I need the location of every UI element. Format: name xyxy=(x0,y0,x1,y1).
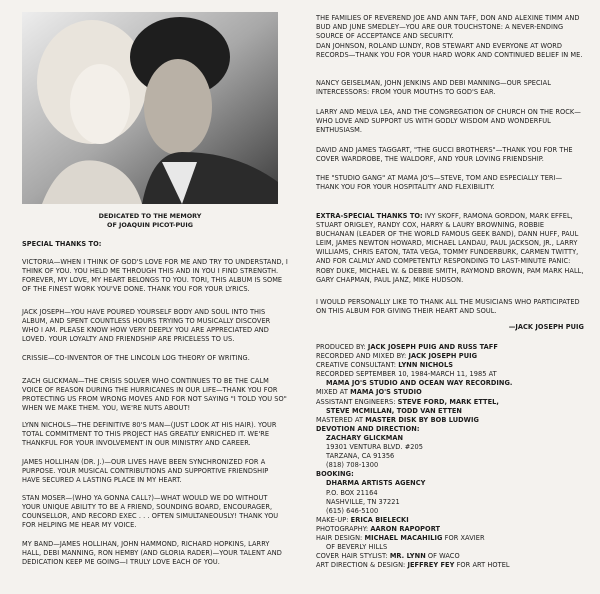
credit-photography-value: AARON RAPOPORT xyxy=(370,524,441,533)
thanks-david: DAVID AND JAMES TAGGART, "THE GUCCI BROTHERS"—THANK YOU FOR THE COVER WARDROBE, THE WALDORF, AND YOUR LOVING FRIENDSHIP. xyxy=(316,146,573,164)
credit-art xyxy=(316,561,584,570)
credit-dates-value: MAMA JO'S STUDIO AND OCEAN WAY RECORDING. xyxy=(326,379,513,388)
couple-photo xyxy=(22,12,278,204)
credit-produced-label: PRODUCED BY: xyxy=(316,343,366,351)
credit-cover-hair-suffix: OF WACO xyxy=(427,552,460,561)
credit-devotion-addr-1: 19301 VENTURA BLVD. #205 xyxy=(326,443,424,452)
thanks-band: MY BAND—JAMES HOLLIHAN, JOHN HAMMOND, RICHARD HOPKINS, LARRY HALL, DEBI MANNING, RON HEMBY (AND GLORIA RADER)—YOUR TALENT AND DEDICATION KEEP ME GOING—I TRULY LOVE EACH OF YOU. xyxy=(22,540,282,567)
credit-mastered xyxy=(316,416,584,425)
extra-special-thanks xyxy=(316,212,584,285)
thanks-lynn: LYNN NICHOLS—THE DEFINITIVE 80'S MAN—(JUST LOOK AT HIS HAIR). YOUR TOTAL COMMITMENT TO THIS PROJECT HAS GREATLY ENRICHED IT. WE'RE THANKFUL FOR YOUR INVOLVEMENT IN OUR MINISTRY AND CAREER. xyxy=(22,421,277,448)
credit-art-value: JEFFREY FEY xyxy=(407,561,455,570)
credit-mastered-value: MASTER DISK BY BOB LUDWIG xyxy=(365,415,479,424)
thanks-studio: THE "STUDIO GANG" AT MAMA JO'S—STEVE, TOM AND ESPECIALLY TERI—THANK YOU FOR YOUR HOSPITALITY AND FLEXIBILITY. xyxy=(316,174,563,192)
thanks-nancy: NANCY GEISELMAN, JOHN JENKINS AND DEBI MANNING—OUR SPECIAL INTERCESSORS: FROM YOUR MOUTHS TO GOD'S EAR. xyxy=(316,79,551,97)
thanks-larry: LARRY AND MELVA LEA, AND THE CONGREGATION OF CHURCH ON THE ROCK—WHO LOVE AND SUPPORT US WITH GODLY WISDOM AND WONDERFUL ENTHUSIASM. xyxy=(316,108,581,135)
credit-mastered-label: MASTERED AT xyxy=(316,415,364,424)
credit-photography-label: PHOTOGRAPHY: xyxy=(316,524,369,533)
credit-mixed xyxy=(316,388,584,397)
credit-makeup-label: MAKE-UP: xyxy=(316,515,349,524)
thanks-families: THE FAMILIES OF REVEREND JOE AND ANN TAFF, DON AND ALEXINE TIMM AND BUD AND JUNE SMEDLEY—YOU ARE OUR TOUCHSTONE: A NEVER-ENDING SOURCE OF ACCEPTANCE AND SECURITY. xyxy=(316,14,580,41)
credit-makeup-value: ERICA BIELECKI xyxy=(350,515,409,524)
credit-assistant-value-1: STEVE FORD, MARK ETTEL, xyxy=(397,397,499,406)
thanks-zach: ZACH GLICKMAN—THE CRISIS SOLVER WHO CONTINUES TO BE THE CALM VOICE OF REASON DURING THE HURRICANES IN OUR LIFE—THANK YOU FOR PROTECTING US FROM WRONG MOVES AND FOR NOT SAYING "I TOLD YOU SO" WHEN WE MAKE THEM. YOU, WE'RE NUTS ABOUT! xyxy=(22,377,287,413)
credit-devotion-name: ZACHARY GLICKMAN xyxy=(326,433,404,442)
extra-special-label: EXTRA-SPECIAL THANKS TO: xyxy=(316,212,423,220)
couple-photo-illustration xyxy=(22,12,278,204)
dedication xyxy=(0,212,300,230)
credit-produced xyxy=(316,343,584,352)
credit-creative xyxy=(316,361,584,370)
credits-block xyxy=(316,343,584,570)
credit-creative-value: LYNN NICHOLS xyxy=(398,361,454,370)
credit-mixed-label: MIXED AT xyxy=(316,388,348,397)
credit-booking-name: DHARMA ARTISTS AGENCY xyxy=(326,479,426,488)
dedication-line-1: DEDICATED TO THE MEMORY xyxy=(98,212,202,220)
credit-cover-hair xyxy=(316,552,584,561)
credit-devotion-phone: (818) 708-1300 xyxy=(326,461,379,470)
credit-art-label: ART DIRECTION & DESIGN: xyxy=(316,561,406,570)
credit-recorded-label: RECORDED AND MIXED BY: xyxy=(316,352,407,361)
credit-cover-hair-value: MR. LYNN xyxy=(389,552,426,561)
credit-hair xyxy=(316,534,584,543)
credit-creative-label: CREATIVE CONSULTANT: xyxy=(316,361,397,370)
dedication-line-2: OF JOAQUIN PICOT-PUIG xyxy=(107,221,193,229)
credit-photography xyxy=(316,525,584,534)
credit-assistant xyxy=(316,398,584,407)
credit-dates: RECORDED SEPTEMBER 10, 1984-MARCH 11, 1985 AT xyxy=(316,370,497,379)
special-thanks-heading: SPECIAL THANKS TO: xyxy=(22,240,102,248)
credit-recorded-value: JACK JOSEPH PUIG xyxy=(408,352,478,361)
credit-booking-phone: (615) 646-5100 xyxy=(326,506,379,515)
credit-art-suffix: FOR ART HOTEL xyxy=(456,561,510,570)
thanks-james: JAMES HOLLIHAN (DR. J.)—OUR LIVES HAVE BEEN SYNCHRONIZED FOR A PURPOSE. YOUR MUSICAL CONTRIBUTIONS AND SUPPORTIVE FRIENDSHIP HAVE SECURED A LASTING PLACE IN MY HEART. xyxy=(22,458,269,485)
signature: —JACK JOSEPH PUIG xyxy=(508,323,584,331)
credit-assistant-label: ASSISTANT ENGINEERS: xyxy=(316,397,396,406)
credit-hair-suffix-2: OF BEVERLY HILLS xyxy=(326,543,388,552)
credit-devotion-addr-2: TARZANA, CA 91356 xyxy=(326,452,395,461)
thanks-jack: JACK JOSEPH—YOU HAVE POURED YOURSELF BODY AND SOUL INTO THIS ALBUM, AND SPENT COUNTLESS HOURS TRYING TO MUSICALLY DISCOVER WHO I AM. PLEASE KNOW HOW VERY DEEPLY YOU ARE APPRECIATED AND LOVED. YOUR LOYALTY AND FRIENDSHIP ARE PRICELESS TO US. xyxy=(22,308,271,344)
credit-makeup xyxy=(316,516,584,525)
thanks-stan: STAN MOSER—(WHO YA GONNA CALL?)—WHAT WOULD WE DO WITHOUT YOUR UNIQUE ABILITY TO BE A FRIEND, SOUNDING BOARD, ENCOURAGER, COUNSELLOR, AND RECORD EXEC . . . OFTEN SIMULTANEOUSLY! THANK YOU FOR HELPING ME HEAR MY VOICE. xyxy=(22,494,279,530)
credit-hair-label: HAIR DESIGN: xyxy=(316,533,363,542)
credit-booking-label: BOOKING: xyxy=(316,470,354,479)
thanks-victoria: VICTORIA—WHEN I THINK OF GOD'S LOVE FOR ME AND TRY TO UNDERSTAND, I THINK OF YOU. YOU HELD ME THROUGH THIS AND IN YOU I FIND STRENGTH. FOREVER, MY LOVE, MY HEART BELONGS TO YOU. TORI, THIS ALBUM IS SOME OF THE FINEST WORK YOU'VE DONE. THANK YOU FOR YOUR LYRICS. xyxy=(22,258,288,294)
credit-hair-value: MICHAEL MACAHILIG xyxy=(364,533,443,542)
thanks-musicians: I WOULD PERSONALLY LIKE TO THANK ALL THE MUSICIANS WHO PARTICIPATED ON THIS ALBUM FOR GIVING THEIR HEART AND SOUL. xyxy=(316,298,580,316)
credit-produced-value: JACK JOSEPH PUIG AND RUSS TAFF xyxy=(367,343,498,351)
credit-hair-suffix: FOR XAVIER xyxy=(444,533,485,542)
credit-mixed-value: MAMA JO'S STUDIO xyxy=(350,388,422,397)
credit-booking-addr-2: NASHVILLE, TN 37221 xyxy=(326,497,400,506)
thanks-dan: DAN JOHNSON, ROLAND LUNDY, ROB STEWART AND EVERYONE AT WORD RECORDS—THANK YOU FOR YOUR HARD WORK AND CONTINUED BELIEF IN ME. xyxy=(316,42,583,60)
credit-cover-hair-label: COVER HAIR STYLIST: xyxy=(316,552,388,561)
credit-recorded xyxy=(316,352,584,361)
credit-booking-addr-1: P.O. BOX 21164 xyxy=(326,488,378,497)
credit-devotion-label: DEVOTION AND DIRECTION: xyxy=(316,424,420,433)
thanks-crissie: CRISSIE—CO-INVENTOR OF THE LINCOLN LOG THEORY OF WRITING. xyxy=(22,354,250,362)
credit-assistant-value-2: STEVE MCMILLAN, TODD VAN ETTEN xyxy=(326,406,462,415)
extra-special-list: IVY SKOFF, RAMONA GORDON, MARK EFFEL, STUART ORIGLEY, RANDY COX, HARRY & LAURY BROWNING, ROBBIE BUCHANAN (LEADER OF THE WORLD FAMOUS GEEK BAND), DANN HUFF, PAUL LEIM, JAMES NEWTON HOWARD, MICHAEL LANDAU, PAUL JACKSON, JR., LARRY WILLIAMS, CHRIS EATON, TATA VEGA, TOMMY FUNDERBURK, CARMEN TWITTY, AND FOR CALMLY AND COMPETENTLY RESPONDING TO LAST-MINUTE PANIC: ROBY DUKE, MICHAEL W. & DEBBIE SMITH, RAYMOND BROWN, PAM MARK HALL, GARY CHAPMAN, PAUL JANZ, MIKE HUDSON. xyxy=(316,212,584,284)
